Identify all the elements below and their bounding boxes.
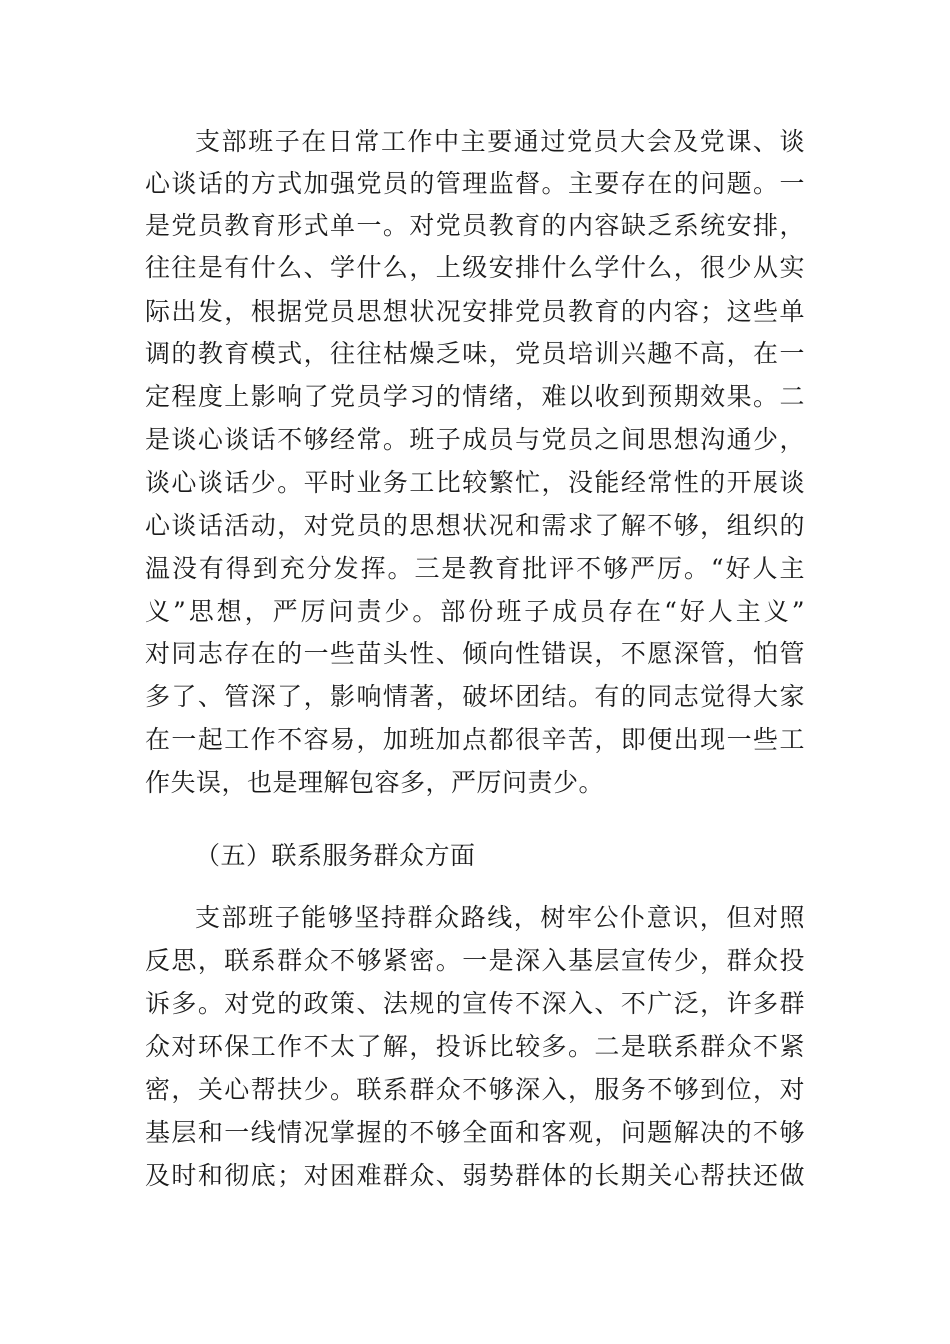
paragraph-2-line: 支部班子能够坚持群众路线，树牢公仆意识，但对照 xyxy=(195,903,805,932)
paragraph-1-line: 支部班子在日常工作中主要通过党员大会及党课、谈 xyxy=(195,127,805,156)
paragraph-1-line: 是党员教育形式单一。对党员教育的内容缺乏系统安排， xyxy=(145,211,805,240)
paragraph-1-line: 在一起工作不容易，加班加点都很辛苦，即便出现一些工 xyxy=(145,725,805,754)
paragraph-2-line: 基层和一线情况掌握的不够全面和客观，问题解决的不够 xyxy=(145,1118,805,1147)
paragraph-1-line: 际出发，根据党员思想状况安排党员教育的内容；这些单 xyxy=(145,297,805,326)
paragraph-1-line: 多了、管深了，影响情著，破坏团结。有的同志觉得大家 xyxy=(145,682,805,711)
paragraph-1-line: 定程度上影响了党员学习的情绪，难以收到预期效果。二 xyxy=(145,382,805,411)
paragraph-1-line: 心谈话活动，对党员的思想状况和需求了解不够，组织的 xyxy=(145,511,805,540)
paragraph-2-line: 众对环保工作不太了解，投诉比较多。二是联系群众不紧 xyxy=(145,1032,805,1061)
paragraph-2-line: 及时和彻底；对困难群众、弱势群体的长期关心帮扶还做 xyxy=(145,1161,805,1190)
paragraph-1-line: 是谈心谈话不够经常。班子成员与党员之间思想沟通少， xyxy=(145,425,805,454)
paragraph-1-line: 调的教育模式，往往枯燥乏味，党员培训兴趣不高，在一 xyxy=(145,339,805,368)
paragraph-1-line: 作失误，也是理解包容多，严厉问责少。 xyxy=(145,768,605,797)
paragraph-2-line: 反思，联系群众不够紧密。一是深入基层宣传少，群众投 xyxy=(145,946,805,975)
paragraph-1-line: 义”思想，严厉问责少。部份班子成员存在“好人主义” xyxy=(145,597,805,626)
section-heading: （五）联系服务群众方面 xyxy=(195,841,476,870)
paragraph-1-line: 对同志存在的一些苗头性、倾向性错误，不愿深管，怕管 xyxy=(145,639,805,668)
paragraph-1-line: 往往是有什么、学什么，上级安排什么学什么，很少从实 xyxy=(145,253,805,282)
paragraph-1-line: 温没有得到充分发挥。三是教育批评不够严厉。“好人主 xyxy=(145,554,805,583)
paragraph-1-line: 谈心谈话少。平时业务工比较繁忙，没能经常性的开展谈 xyxy=(145,468,805,497)
paragraph-1-line: 心谈话的方式加强党员的管理监督。主要存在的问题。一 xyxy=(145,169,805,198)
paragraph-2-line: 诉多。对党的政策、法规的宣传不深入、不广泛，许多群 xyxy=(145,989,805,1018)
paragraph-2-line: 密，关心帮扶少。联系群众不够深入，服务不够到位，对 xyxy=(145,1075,805,1104)
